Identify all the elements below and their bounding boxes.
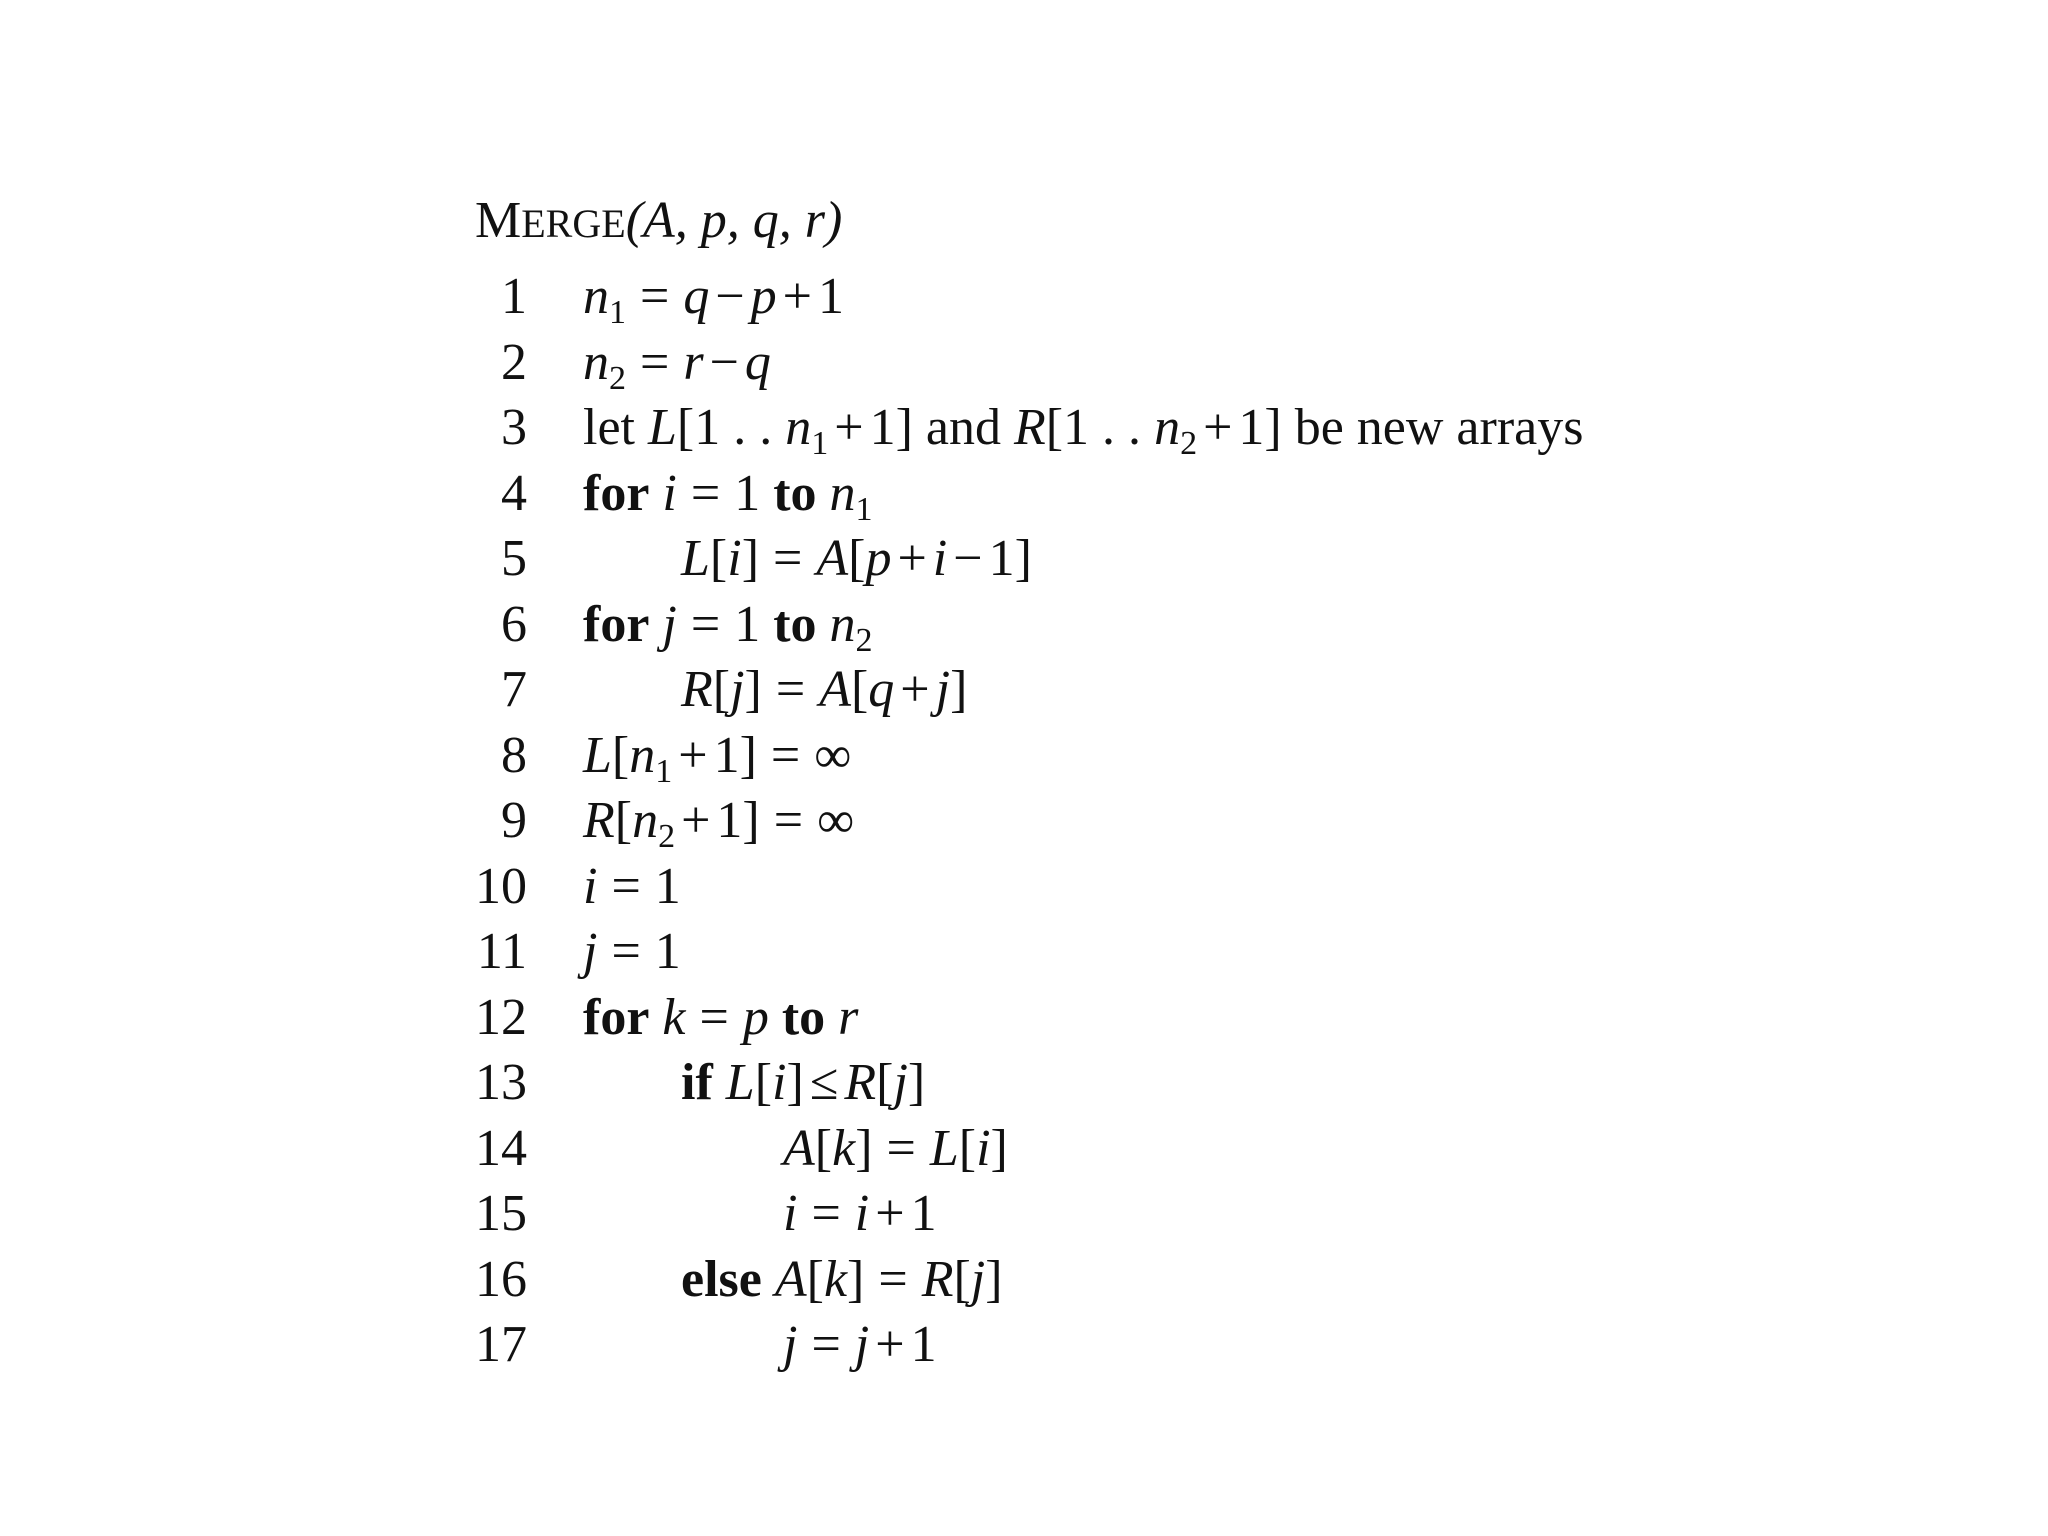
line-number: 12 <box>475 988 527 1046</box>
line-statement: $n_2 = r - q$ <box>583 333 771 397</box>
code-line <box>475 1247 1775 1313</box>
infinity-symbol: ∞ <box>817 792 855 849</box>
line-statement: i = 1 <box>583 857 681 915</box>
line-statement: let L[1 . . $n_1 + 1$] and R[1 . . $n_2 + 1$] be new arrays <box>583 399 1584 462</box>
code-line <box>475 1050 1775 1116</box>
line-number: 14 <box>475 1119 527 1177</box>
procedure-signature <box>475 190 1775 252</box>
code-line <box>475 1312 1775 1378</box>
line-number: 15 <box>475 1185 527 1242</box>
line-statement: A[k] = L[i] <box>783 1119 1008 1177</box>
code-line <box>475 1181 1775 1247</box>
line-number: 5 <box>501 530 527 587</box>
code-line <box>475 788 1775 854</box>
code-line <box>475 395 1775 461</box>
line-statement: j = 1 <box>583 923 681 980</box>
line-statement: L[i] = A[p + i − 1] <box>681 530 1032 587</box>
infinity-symbol: ∞ <box>814 726 852 784</box>
leq-symbol: ≤ <box>809 1054 839 1111</box>
code-line <box>475 592 1775 658</box>
code-line <box>475 985 1775 1051</box>
line-statement: if L[i] ≤ R[j] <box>681 1054 926 1111</box>
line-statement: $n_1 = q - p + 1$ <box>583 268 844 331</box>
line-statement: j = j + 1 <box>783 1316 937 1373</box>
line-number: 7 <box>501 661 527 718</box>
line-number: 17 <box>475 1316 527 1373</box>
line-number: 4 <box>501 464 527 522</box>
line-number: 11 <box>476 923 527 980</box>
code-line <box>475 657 1775 723</box>
line-number: 1 <box>501 268 527 325</box>
code-lines <box>475 264 1775 1378</box>
line-statement: $R[n_2 + 1]$ = ∞ <box>583 792 855 855</box>
code-line <box>475 264 1775 330</box>
line-statement: else A[k] = R[j] <box>681 1250 1003 1308</box>
code-line <box>475 461 1775 527</box>
line-number: 3 <box>501 399 527 456</box>
procedure-name-initial: M <box>475 192 522 249</box>
line-statement: for k = p to r <box>583 988 859 1046</box>
line-number: 13 <box>475 1054 527 1111</box>
code-line <box>475 1116 1775 1182</box>
line-number: 6 <box>501 595 527 653</box>
code-line <box>475 526 1775 592</box>
code-line <box>475 854 1775 920</box>
line-statement: for j = 1 to $n_2$ <box>583 595 873 659</box>
line-statement: R[j] = A[q + j] <box>681 661 968 718</box>
line-number: 9 <box>501 792 527 849</box>
line-number: 16 <box>475 1250 527 1308</box>
line-number: 10 <box>475 857 527 915</box>
line-statement: i = i + 1 <box>783 1185 937 1242</box>
procedure-name-rest: ERGE <box>521 201 626 246</box>
line-number: 8 <box>501 726 527 784</box>
code-line <box>475 330 1775 396</box>
line-number: 2 <box>501 333 527 391</box>
pseudocode-block <box>475 190 1775 1378</box>
code-line <box>475 919 1775 985</box>
line-statement: for i = 1 to $n_1$ <box>583 464 873 528</box>
code-line <box>475 723 1775 789</box>
procedure-params: (A, p, q, r) <box>625 192 843 249</box>
line-statement: $L[n_1 + 1]$ = ∞ <box>583 726 852 790</box>
